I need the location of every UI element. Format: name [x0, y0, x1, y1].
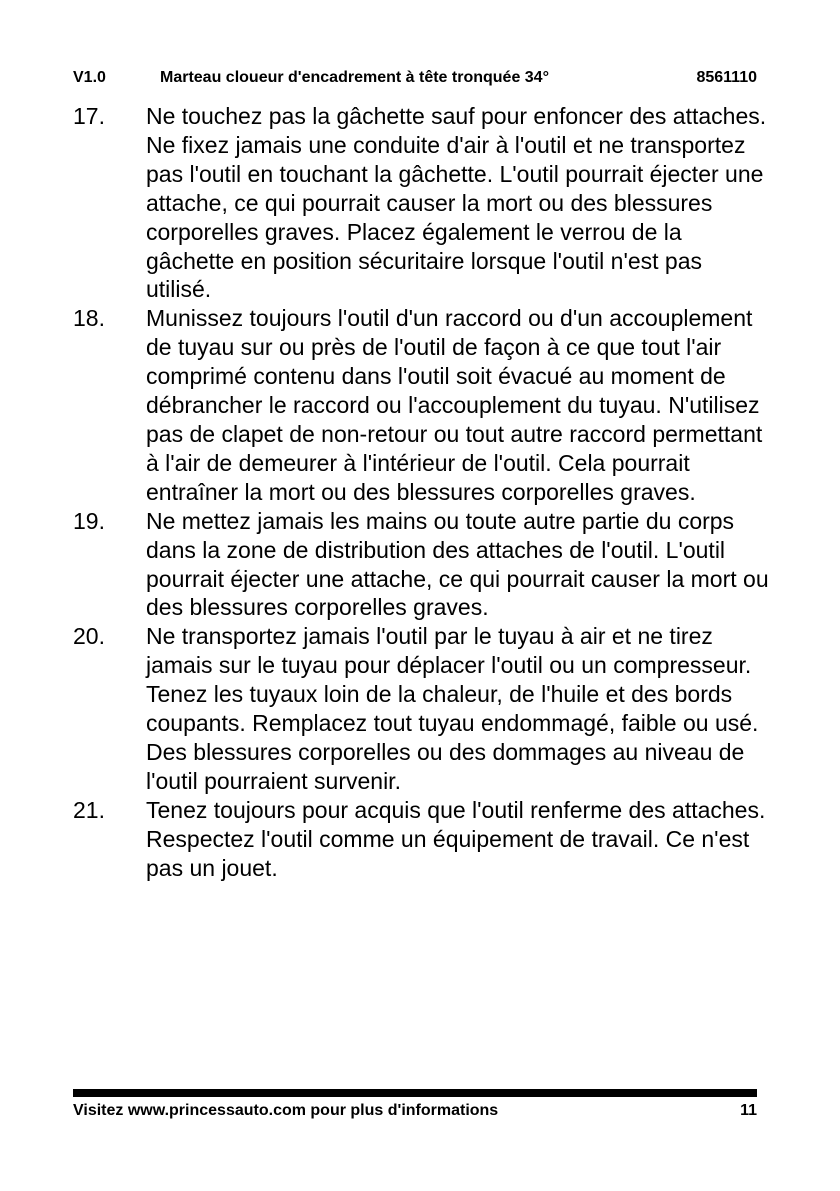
list-item — [73, 796, 773, 883]
item-text: Ne mettez jamais les mains ou toute autre partie du corps dans la zone de distribution des attaches de l'outil. L'outil pourrait éjecter une attache, ce qui pourrait causer la mort ou des blessures corporelles graves. — [146, 507, 769, 621]
item-text: Tenez toujours pour acquis que l'outil renferme des attaches. Respectez l'outil comme un équipement de travail. Ce n'est pas un jouet. — [146, 796, 766, 881]
item-number: 21. — [73, 796, 105, 823]
page-number: 11 — [740, 1102, 757, 1119]
footer-website-text: Visitez www.princessauto.com pour plus d'informations — [73, 1102, 499, 1119]
list-item — [73, 507, 773, 623]
item-number: 18. — [73, 305, 105, 332]
footer-rule — [73, 1089, 757, 1097]
list-item — [73, 304, 773, 506]
item-number: 19. — [73, 507, 105, 534]
item-text: Ne transportez jamais l'outil par le tuyau à air et ne tirez jamais sur le tuyau pour déplacer l'outil ou un compresseur. Tenez les tuyaux loin de la chaleur, de l'huile et des bords coupants. Remplacez tout tuyau endommagé, faible ou usé. Des blessures corporelles ou des dommages au niveau de l'outil pourraient survenir. — [146, 623, 759, 794]
item-number: 20. — [73, 623, 105, 650]
header-version: V1.0 — [73, 69, 106, 86]
page-footer — [73, 1099, 757, 1123]
list-item — [73, 102, 773, 304]
item-number: 17. — [73, 103, 105, 129]
item-text: Ne touchez pas la gâchette sauf pour enfoncer des attaches. Ne fixez jamais une conduite d'air à l'outil et ne transportez pas l'outil en touchant la gâchette. L'outil pourrait éjecter une attache, ce qui pourrait causer la mort ou des blessures corporelles graves. Placez également le verrou de la gâchette en position sécuritaire lorsque l'outil n'est pas utilisé. — [146, 103, 767, 303]
header-title: Marteau cloueur d'encadrement à tête tronquée 34° — [160, 69, 549, 86]
item-text: Munissez toujours l'outil d'un raccord ou d'un accouplement de tuyau sur ou près de l'outil de façon à ce que tout l'air comprimé contenu dans l'outil soit évacué au moment de débrancher le raccord ou l'accouplement du tuyau. N'utilisez pas de clapet de non-retour ou tout autre raccord permettant à l'air de demeurer à l'intérieur de l'outil. Cela pourrait entraîner la mort ou des blessures corporelles graves. — [146, 305, 763, 505]
list-item — [73, 622, 773, 795]
safety-list — [73, 102, 773, 882]
page-header — [73, 66, 757, 90]
header-product-code: 8561110 — [696, 69, 757, 86]
